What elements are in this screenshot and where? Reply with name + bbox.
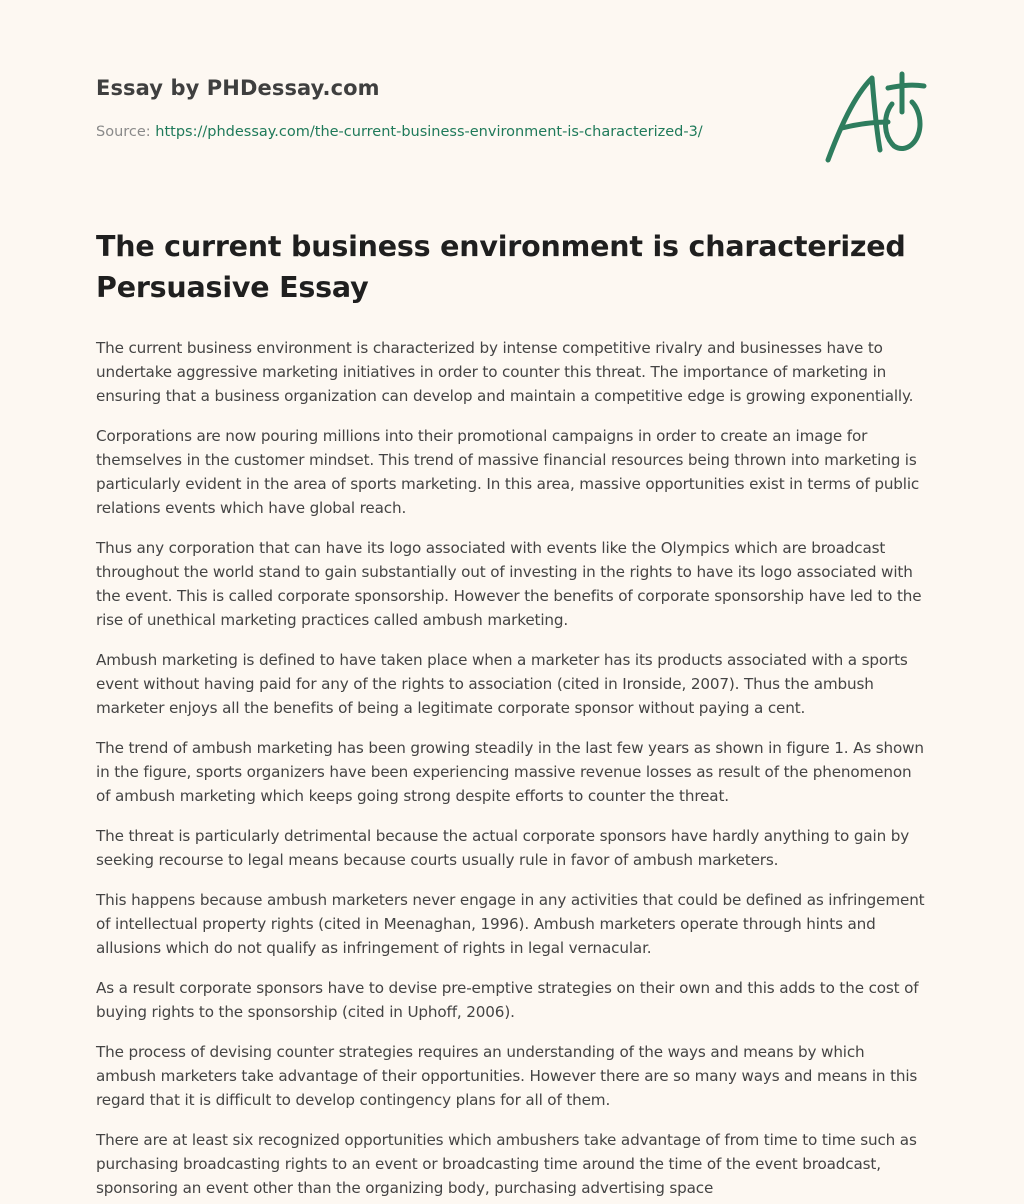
source-label: Source: <box>96 124 151 140</box>
source-line <box>96 124 703 140</box>
essay-paragraph: The current business environment is characterized by intense competitive rivalry and businesses have to undertake aggressive marketing initiatives in order to counter this threat. The importance of marketing in ensuring that a business organization can develop and maintain a competitive edge is growing exponentially. <box>96 339 914 405</box>
essay-paragraph: The threat is particularly detrimental because the actual corporate sponsors have hardly anything to gain by seeking recourse to legal means because courts usually rule in favor of ambush marketers. <box>96 827 910 869</box>
essay-paragraph: The process of devising counter strategies requires an understanding of the ways and means by which ambush marketers take advantage of their opportunities. However there are so many ways and means in this regard that it is difficult to develop contingency plans for all of them. <box>96 1043 918 1109</box>
essay-paragraph: This happens because ambush marketers never engage in any activities that could be defined as infringement of intellectual property rights (cited in Meenaghan, 1996). Ambush marketers operate through hints and allusions which do not qualify as infringement of rights in legal vernacular. <box>96 891 925 957</box>
essay-paragraph: The trend of ambush marketing has been growing steadily in the last few years as shown in figure 1. As shown in the figure, sports organizers have been experiencing massive revenue losses as result of the phenomenon of ambush marketing which keeps going strong despite efforts to counter the threat. <box>96 739 924 805</box>
essay-paragraph: Thus any corporation that can have its logo associated with events like the Olympics which are broadcast throughout the world stand to gain substantially out of investing in the rights to have its logo associated with the event. This is called corporate sponsorship. However the benefits of corporate sponsorship have led to the rise of unethical marketing practices called ambush marketing. <box>96 539 922 629</box>
essay-paragraph: As a result corporate sponsors have to devise pre-emptive strategies on their own and this adds to the cost of buying rights to the sponsorship (cited in Uphoff, 2006). <box>96 979 919 1021</box>
essay-title: The current business environment is characterized Persuasive Essay <box>96 230 906 304</box>
a-plus-logo-icon <box>822 66 932 166</box>
site-title: Essay by PHDessay.com <box>96 76 380 100</box>
source-link[interactable]: https://phdessay.com/the-current-business-environment-is-characterized-3/ <box>155 124 703 140</box>
essay-paragraph: There are at least six recognized opportunities which ambushers take advantage of from time to time such as purchasing broadcasting rights to an event or broadcasting time around the time of the event broadcast, sponsoring an event other than the organizing body, purchasing advertising space <box>96 1131 917 1197</box>
essay-paragraph: Ambush marketing is defined to have taken place when a marketer has its products associated with a sports event without having paid for any of the rights to association (cited in Ironside, 2007). Thus the ambush marketer enjoys all the benefits of being a legitimate corporate sponsor without paying a cent. <box>96 651 908 717</box>
essay-body <box>96 336 928 1200</box>
page-header <box>96 0 928 190</box>
essay-paragraph: Corporations are now pouring millions into their promotional campaigns in order to create an image for themselves in the customer mindset. This trend of massive financial resources being thrown into marketing is particularly evident in the area of sports marketing. In this area, massive opportunities exist in terms of public relations events which have global reach. <box>96 427 920 517</box>
